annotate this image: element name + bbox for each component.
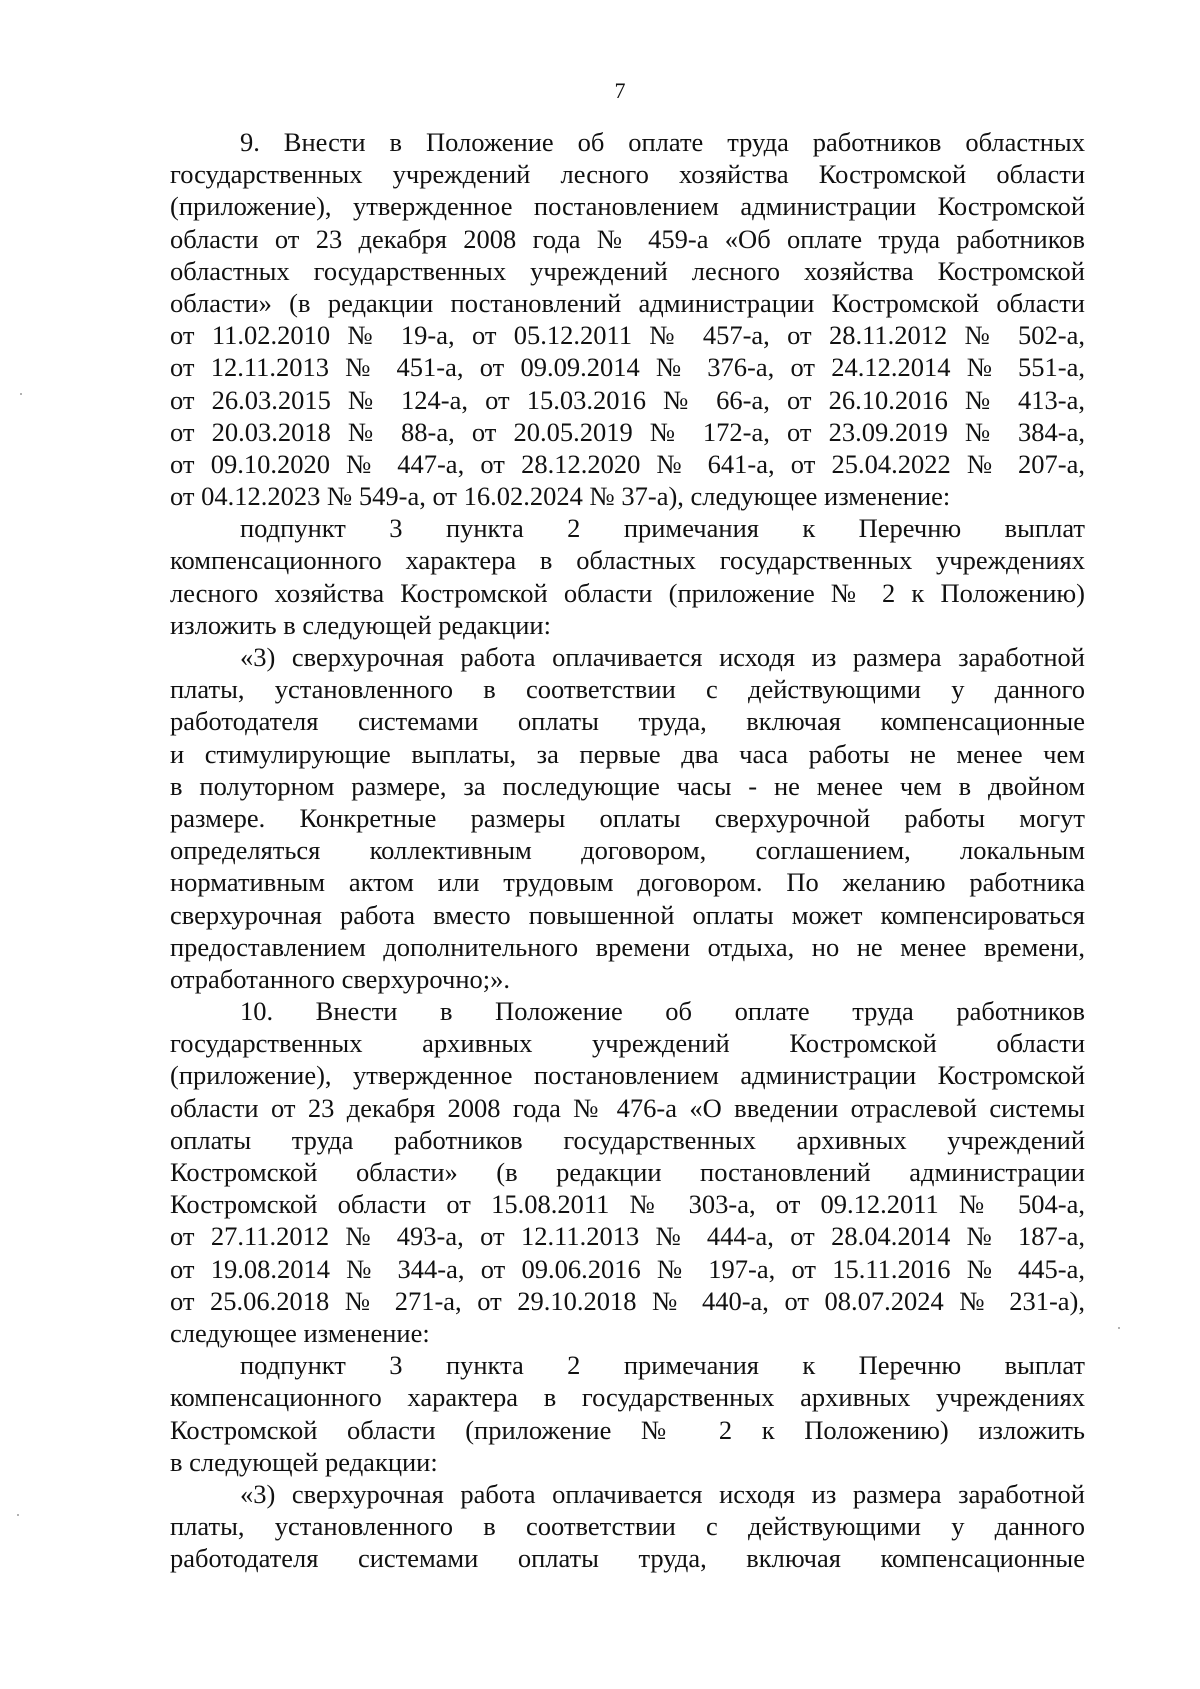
text-line: от 26.03.2015 № 124-а, от 15.03.2016 № 66-а, от 26.10.2016 № 413-а,: [170, 384, 1085, 415]
text-line: платы, установленного в соответствии с действующими у данного: [170, 674, 1085, 705]
text-line: от 04.12.2023 № 549-а, от 16.02.2024 № 37-а), следующее изменение:: [170, 481, 951, 512]
text-line: компенсационного характера в государственных архивных учреждениях: [170, 1382, 1085, 1413]
text-line: от 27.11.2012 № 493-а, от 12.11.2013 № 444-а, от 28.04.2014 № 187-а,: [170, 1221, 1085, 1252]
text-line: от 11.02.2010 № 19-а, от 05.12.2011 № 457-а, от 28.11.2012 № 502-а,: [170, 320, 1085, 351]
text-line: «3) сверхурочная работа оплачивается исходя из размера заработной: [240, 642, 1085, 672]
text-line: и стимулирующие выплаты, за первые два часа работы не менее чем: [170, 738, 1085, 769]
text-line: от 20.03.2018 № 88-а, от 20.05.2019 № 172-а, от 23.09.2019 № 384-а,: [170, 416, 1085, 447]
text-line: областных государственных учреждений лесного хозяйства Костромской: [170, 255, 1085, 286]
text-line: оплаты труда работников государственных архивных учреждений: [170, 1124, 1085, 1155]
text-line: определяться коллективным договором, соглашением, локальным: [170, 835, 1085, 866]
text-line: предоставлением дополнительного времени отдыха, но не менее времени,: [170, 931, 1085, 962]
text-line: следующее изменение:: [170, 1317, 430, 1348]
text-line: компенсационного характера в областных государственных учреждениях: [170, 545, 1085, 576]
text-line: области от 23 декабря 2008 года № 459-а «Об оплате труда работников: [170, 223, 1085, 254]
text-line: области» (в редакции постановлений администрации Костромской области: [170, 287, 1085, 318]
text-line: в полуторном размере, за последующие часы - не менее чем в двойном: [170, 770, 1085, 801]
text-line: нормативным актом или трудовым договором. По желанию работника: [170, 867, 1085, 898]
text-line: от 19.08.2014 № 344-а, от 09.06.2016 № 197-а, от 15.11.2016 № 445-а,: [170, 1253, 1085, 1284]
text-line: подпункт 3 пункта 2 примечания к Перечню выплат: [240, 1350, 1085, 1381]
text-line: (приложение), утвержденное постановлением администрации Костромской: [170, 1060, 1085, 1091]
text-line: Костромской области (приложение № 2 к Положению) изложить: [170, 1414, 1085, 1445]
text-line: Костромской области от 15.08.2011 № 303-а, от 09.12.2011 № 504-а,: [170, 1189, 1085, 1220]
text-line: платы, установленного в соответствии с действующими у данного: [170, 1511, 1085, 1542]
scan-speck: [1118, 1327, 1120, 1329]
scan-speck: [17, 1514, 19, 1516]
text-line: изложить в следующей редакции:: [170, 609, 551, 640]
text-line: государственных архивных учреждений Костромской области: [170, 1028, 1085, 1059]
text-line: отработанного сверхурочно;».: [170, 963, 510, 994]
text-line: «3) сверхурочная работа оплачивается исходя из размера заработной: [240, 1478, 1085, 1509]
text-line: в следующей редакции:: [170, 1446, 438, 1477]
text-line: Костромской области» (в редакции постановлений администрации: [170, 1157, 1085, 1187]
text-line: работодателя системами оплаты труда, включая компенсационные: [170, 706, 1085, 737]
text-line: работодателя системами оплаты труда, включая компенсационные: [170, 1543, 1085, 1574]
text-line: государственных учреждений лесного хозяйства Костромской области: [170, 159, 1085, 190]
text-line: сверхурочная работа вместо повышенной оплаты может компенсироваться: [170, 899, 1085, 930]
text-line: от 09.10.2020 № 447-а, от 28.12.2020 № 641-а, от 25.04.2022 № 207-а,: [170, 448, 1085, 479]
text-line: (приложение), утвержденное постановлением администрации Костромской: [170, 191, 1085, 222]
text-line: размере. Конкретные размеры оплаты сверхурочной работы могут: [170, 802, 1085, 833]
document-body: [170, 126, 1085, 1574]
text-line: от 12.11.2013 № 451-а, от 09.09.2014 № 376-а, от 24.12.2014 № 551-а,: [170, 352, 1085, 383]
text-line: подпункт 3 пункта 2 примечания к Перечню выплат: [240, 513, 1085, 544]
text-line: 10. Внести в Положение об оплате труда работников: [240, 996, 1085, 1027]
text-line: от 25.06.2018 № 271-а, от 29.10.2018 № 440-а, от 08.07.2024 № 231-а),: [170, 1285, 1085, 1316]
page-number: 7: [614, 78, 626, 103]
text-line: лесного хозяйства Костромской области (приложение № 2 к Положению): [170, 577, 1085, 608]
text-line: области от 23 декабря 2008 года № 476-а «О введении отраслевой системы: [170, 1092, 1085, 1123]
scan-speck: [20, 393, 22, 395]
text-line: 9. Внести в Положение об оплате труда работников областных: [240, 127, 1085, 157]
